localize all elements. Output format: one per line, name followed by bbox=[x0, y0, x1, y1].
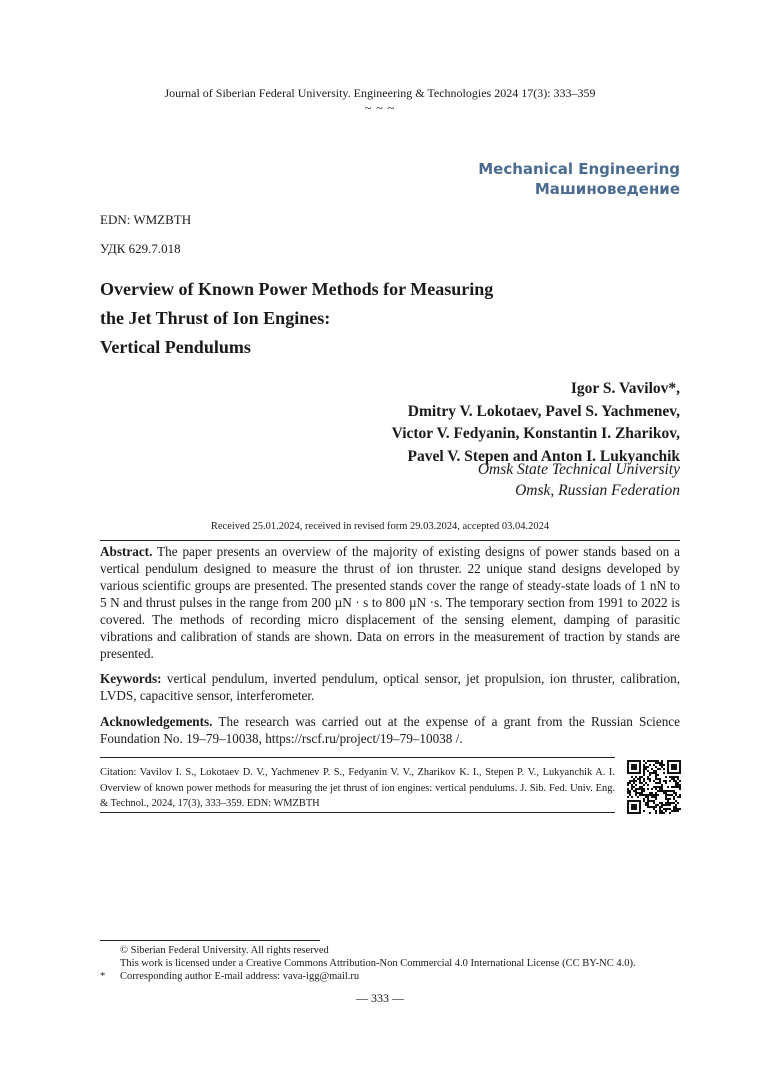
qr-module bbox=[665, 792, 667, 794]
qr-module bbox=[643, 768, 645, 770]
qr-module bbox=[635, 784, 637, 786]
qr-module bbox=[649, 764, 651, 766]
qr-module bbox=[677, 778, 679, 780]
qr-module bbox=[629, 790, 631, 792]
qr-module bbox=[665, 804, 667, 806]
qr-module bbox=[635, 788, 637, 790]
title-line-3: Vertical Pendulums bbox=[100, 337, 251, 357]
qr-module bbox=[671, 802, 673, 804]
qr-module bbox=[643, 788, 645, 790]
qr-module bbox=[637, 778, 639, 780]
edn-id: EDN: WMZBTH bbox=[100, 212, 192, 227]
qr-module bbox=[665, 776, 667, 778]
qr-module bbox=[641, 788, 643, 790]
qr-module bbox=[667, 804, 669, 806]
qr-module bbox=[669, 808, 671, 810]
qr-module bbox=[661, 806, 663, 808]
qr-module bbox=[667, 802, 669, 804]
qr-module bbox=[671, 790, 673, 792]
qr-module bbox=[659, 764, 661, 766]
qr-module bbox=[651, 788, 653, 790]
qr-module bbox=[659, 786, 661, 788]
qr-module bbox=[635, 794, 637, 796]
qr-module bbox=[661, 766, 663, 768]
qr-module bbox=[633, 782, 635, 784]
qr-module bbox=[675, 800, 677, 802]
qr-module bbox=[655, 810, 657, 812]
qr-module bbox=[655, 812, 657, 814]
qr-module bbox=[659, 762, 661, 764]
qr-module bbox=[651, 760, 653, 762]
title-line-2: the Jet Thrust of Ion Engines: bbox=[100, 308, 331, 328]
qr-module bbox=[647, 778, 649, 780]
qr-module bbox=[649, 760, 651, 762]
qr-module bbox=[657, 774, 659, 776]
qr-module bbox=[649, 792, 651, 794]
page-number: — 333 — bbox=[356, 991, 404, 1005]
qr-module bbox=[639, 788, 641, 790]
qr-module bbox=[627, 784, 629, 786]
qr-module bbox=[657, 786, 659, 788]
qr-module bbox=[643, 780, 645, 782]
citation: Citation: Vavilov I. S., Lokotaev D. V., Yachmenev P. S., Fedyanin V. V., Zharikov K. I., Stepen P. V., Lukyanchik A. I. Overview of known power methods for measuring the jet thrust of ion engines: vertical pendulums. J. Sib. Fed. Univ. Eng. & Technol., 2024, 17(3), 333–359. EDN: WMZBTH bbox=[100, 767, 615, 810]
qr-module bbox=[655, 772, 657, 774]
qr-module bbox=[675, 808, 677, 810]
qr-module bbox=[647, 806, 649, 808]
affiliation-institution: Omsk State Technical University bbox=[477, 461, 680, 478]
qr-module bbox=[661, 760, 663, 762]
qr-module bbox=[655, 804, 657, 806]
qr-module bbox=[655, 762, 657, 764]
title-line-1: Overview of Known Power Methods for Measuring bbox=[100, 279, 494, 299]
qr-module bbox=[675, 810, 677, 812]
qr-module bbox=[679, 786, 681, 788]
qr-module bbox=[635, 780, 637, 782]
qr-module bbox=[679, 796, 681, 798]
qr-module bbox=[629, 780, 631, 782]
qr-module bbox=[637, 788, 639, 790]
qr-module bbox=[663, 812, 665, 814]
qr-module bbox=[653, 760, 655, 762]
acknowledgements-label: Acknowledgements. bbox=[100, 714, 213, 729]
qr-module bbox=[647, 798, 649, 800]
qr-module bbox=[679, 780, 681, 782]
qr-module bbox=[645, 804, 647, 806]
qr-module bbox=[635, 776, 637, 778]
qr-module bbox=[659, 768, 661, 770]
qr-module bbox=[665, 794, 667, 796]
qr-module bbox=[647, 788, 649, 790]
qr-module bbox=[679, 788, 681, 790]
qr-module bbox=[673, 798, 675, 800]
qr-module bbox=[665, 810, 667, 812]
qr-module bbox=[643, 794, 645, 796]
qr-module bbox=[657, 804, 659, 806]
qr-module bbox=[631, 784, 633, 786]
section-title-ru: Машиноведение bbox=[534, 180, 680, 198]
qr-module bbox=[669, 812, 671, 814]
qr-module bbox=[631, 776, 633, 778]
qr-module bbox=[627, 796, 629, 798]
qr-module bbox=[649, 812, 651, 814]
divider-top bbox=[100, 540, 680, 541]
qr-module bbox=[651, 794, 653, 796]
qr-module bbox=[643, 784, 645, 786]
qr-module bbox=[673, 776, 675, 778]
qr-module bbox=[663, 764, 665, 766]
qr-module bbox=[655, 770, 657, 772]
qr-module bbox=[677, 802, 679, 804]
qr-module bbox=[629, 782, 631, 784]
qr-module bbox=[669, 790, 671, 792]
qr-module bbox=[675, 794, 677, 796]
qr-module bbox=[661, 788, 663, 790]
qr-module bbox=[657, 760, 659, 762]
qr-module bbox=[677, 782, 679, 784]
qr-module bbox=[635, 792, 637, 794]
qr-module bbox=[643, 800, 645, 802]
qr-module bbox=[649, 774, 651, 776]
qr-module bbox=[633, 780, 635, 782]
qr-module bbox=[641, 792, 643, 794]
qr-module bbox=[647, 784, 649, 786]
qr-module bbox=[645, 762, 647, 764]
qr-module bbox=[659, 788, 661, 790]
qr-module bbox=[659, 812, 661, 814]
qr-module bbox=[651, 806, 653, 808]
qr-module bbox=[671, 810, 673, 812]
qr-module bbox=[663, 790, 665, 792]
qr-module bbox=[661, 804, 663, 806]
qr-module bbox=[645, 766, 647, 768]
qr-module bbox=[677, 810, 679, 812]
qr-module bbox=[645, 796, 647, 798]
qr-module bbox=[651, 792, 653, 794]
qr-module bbox=[657, 790, 659, 792]
copyright-note: © Siberian Federal University. All rights reserved bbox=[120, 945, 329, 956]
qr-module bbox=[673, 796, 675, 798]
header-ornament: ~ ~ ~ bbox=[364, 101, 396, 115]
qr-module bbox=[673, 792, 675, 794]
qr-module bbox=[643, 778, 645, 780]
qr-module bbox=[647, 796, 649, 798]
qr-module bbox=[637, 796, 639, 798]
qr-module bbox=[653, 764, 655, 766]
qr-module bbox=[667, 794, 669, 796]
qr-module bbox=[667, 808, 669, 810]
qr-module bbox=[643, 774, 645, 776]
qr-module bbox=[631, 788, 633, 790]
qr-module bbox=[659, 802, 661, 804]
qr-code bbox=[627, 760, 681, 814]
qr-module bbox=[653, 806, 655, 808]
qr-module bbox=[655, 786, 657, 788]
qr-module bbox=[629, 792, 631, 794]
qr-module bbox=[657, 768, 659, 770]
qr-module bbox=[655, 776, 657, 778]
qr-module bbox=[675, 804, 677, 806]
qr-module bbox=[639, 782, 641, 784]
qr-module bbox=[645, 794, 647, 796]
qr-module bbox=[653, 808, 655, 810]
qr-module bbox=[631, 780, 633, 782]
affiliation-location: Omsk, Russian Federation bbox=[515, 481, 680, 499]
qr-module bbox=[631, 786, 633, 788]
qr-module bbox=[649, 780, 651, 782]
qr-module bbox=[645, 782, 647, 784]
qr-module bbox=[639, 794, 641, 796]
keywords-text: vertical pendulum, inverted pendulum, optical sensor, jet propulsion, ion thruster, calibration, LVDS, capacitive sensor, interferometer. bbox=[100, 671, 681, 703]
qr-module bbox=[669, 804, 671, 806]
qr-module bbox=[677, 784, 679, 786]
qr-module bbox=[677, 786, 679, 788]
qr-module bbox=[631, 796, 633, 798]
qr-module bbox=[657, 794, 659, 796]
qr-module bbox=[663, 768, 665, 770]
qr-module bbox=[675, 806, 677, 808]
qr-module bbox=[653, 794, 655, 796]
journal-header: Journal of Siberian Federal University. Engineering & Technologies 2024 17(3): 333–359 bbox=[164, 86, 596, 100]
qr-module bbox=[673, 786, 675, 788]
qr-module bbox=[673, 778, 675, 780]
qr-module bbox=[653, 780, 655, 782]
qr-module bbox=[677, 808, 679, 810]
author-list bbox=[392, 378, 680, 468]
qr-module bbox=[639, 792, 641, 794]
qr-module bbox=[673, 790, 675, 792]
qr-module bbox=[667, 800, 669, 802]
qr-module bbox=[661, 812, 663, 814]
qr-module bbox=[669, 802, 671, 804]
qr-module bbox=[665, 808, 667, 810]
qr-module bbox=[659, 810, 661, 812]
qr-module bbox=[643, 772, 645, 774]
qr-module bbox=[643, 766, 645, 768]
qr-module bbox=[651, 796, 653, 798]
qr-module bbox=[639, 776, 641, 778]
qr-module bbox=[661, 810, 663, 812]
qr-module bbox=[651, 800, 653, 802]
qr-module bbox=[661, 786, 663, 788]
qr-module bbox=[659, 778, 661, 780]
qr-module bbox=[647, 804, 649, 806]
qr-module bbox=[643, 798, 645, 800]
qr-module bbox=[641, 782, 643, 784]
qr-module bbox=[659, 806, 661, 808]
qr-module bbox=[661, 784, 663, 786]
qr-module bbox=[659, 782, 661, 784]
qr-module bbox=[661, 802, 663, 804]
qr-module bbox=[663, 804, 665, 806]
citation-divider-top bbox=[100, 757, 615, 758]
footnote-divider bbox=[100, 940, 320, 941]
qr-module bbox=[675, 784, 677, 786]
qr-module bbox=[655, 806, 657, 808]
qr-module bbox=[635, 790, 637, 792]
received-dates: Received 25.01.2024, received in revised form 29.03.2024, accepted 03.04.2024 bbox=[210, 521, 550, 532]
qr-module bbox=[673, 806, 675, 808]
qr-module bbox=[645, 768, 647, 770]
qr-module bbox=[679, 808, 681, 810]
qr-module bbox=[637, 792, 639, 794]
corresponding-author-note: Corresponding author E-mail address: vava-igg@mail.ru bbox=[120, 971, 360, 982]
qr-module bbox=[673, 808, 675, 810]
abstract-label: Abstract. bbox=[100, 544, 153, 559]
qr-module bbox=[641, 794, 643, 796]
affiliation bbox=[478, 460, 680, 501]
qr-module bbox=[643, 810, 645, 812]
qr-module bbox=[633, 786, 635, 788]
qr-module bbox=[647, 766, 649, 768]
citation-divider-bottom bbox=[100, 812, 615, 813]
qr-module bbox=[655, 794, 657, 796]
qr-module bbox=[655, 792, 657, 794]
qr-module bbox=[665, 798, 667, 800]
qr-module bbox=[669, 780, 671, 782]
qr-module bbox=[647, 800, 649, 802]
qr-module bbox=[649, 800, 651, 802]
qr-module bbox=[649, 778, 651, 780]
udk-id: УДК 629.7.018 bbox=[100, 241, 181, 256]
qr-module bbox=[673, 810, 675, 812]
qr-module bbox=[655, 798, 657, 800]
qr-module bbox=[647, 760, 649, 762]
qr-module bbox=[677, 776, 679, 778]
qr-module bbox=[643, 770, 645, 772]
qr-module bbox=[643, 764, 645, 766]
qr-module bbox=[661, 790, 663, 792]
qr-module bbox=[663, 808, 665, 810]
qr-module bbox=[655, 788, 657, 790]
qr-module bbox=[649, 772, 651, 774]
qr-module bbox=[653, 786, 655, 788]
qr-module bbox=[675, 776, 677, 778]
qr-module bbox=[627, 792, 629, 794]
qr-module bbox=[671, 794, 673, 796]
qr-module bbox=[661, 764, 663, 766]
section-title-en: Mechanical Engineering bbox=[478, 160, 680, 178]
qr-module bbox=[641, 790, 643, 792]
qr-module bbox=[669, 798, 671, 800]
qr-module bbox=[673, 802, 675, 804]
author-line-1: Igor S. Vavilov*, bbox=[570, 380, 680, 397]
abstract-text: The paper presents an overview of the majority of existing designs of power stands based on a vertical pendulum designed to measure the thrust of ion thruster. 22 unique stand designs developed by various scientific groups are presented. The presented stands cover the range of steady-state loads of 1 nN to 5 N and thrust pulses in the range from 200 µN · s to 800 µN ·s. The temporary section from 1991 to 2022 is covered. The methods of recording micro displacement of the sensing element, damping of parasitic vibrations and calibration of stands are shown. Data on errors in the measurement of traction by stands are presented. bbox=[100, 544, 681, 661]
qr-module bbox=[627, 788, 629, 790]
qr-module bbox=[633, 778, 635, 780]
qr-module bbox=[665, 802, 667, 804]
qr-module bbox=[653, 770, 655, 772]
qr-module bbox=[655, 796, 657, 798]
qr-module bbox=[675, 786, 677, 788]
qr-module bbox=[641, 786, 643, 788]
qr-module bbox=[667, 798, 669, 800]
qr-module bbox=[655, 782, 657, 784]
qr-module bbox=[653, 796, 655, 798]
qr-module bbox=[659, 808, 661, 810]
qr-module bbox=[655, 766, 657, 768]
qr-module bbox=[647, 770, 649, 772]
qr-module bbox=[627, 782, 629, 784]
license-note: This work is licensed under a Creative Commons Attribution-Non Commercial 4.0 International License (CC BY-NC 4.0). bbox=[120, 958, 636, 969]
author-line-2: Dmitry V. Lokotaev, Pavel S. Yachmenev, bbox=[407, 402, 680, 420]
qr-module bbox=[653, 772, 655, 774]
qr-module bbox=[671, 778, 673, 780]
qr-module bbox=[675, 792, 677, 794]
qr-module bbox=[675, 780, 677, 782]
qr-module bbox=[653, 802, 655, 804]
qr-module bbox=[677, 796, 679, 798]
qr-module bbox=[639, 778, 641, 780]
qr-module bbox=[673, 780, 675, 782]
qr-module bbox=[655, 778, 657, 780]
qr-module bbox=[679, 784, 681, 786]
qr-module bbox=[651, 768, 653, 770]
acknowledgements-text: The research was carried out at the expense of a grant from the Russian Science Foundation No. 19–79–10038, https://rscf.ru/project/19–79–10038 /. bbox=[100, 714, 680, 746]
author-line-4: Pavel V. Stepen and Anton I. Lukyanchik bbox=[407, 447, 680, 465]
qr-module bbox=[649, 794, 651, 796]
abstract bbox=[100, 543, 680, 662]
qr-module bbox=[643, 760, 645, 762]
keywords bbox=[100, 670, 680, 704]
qr-module bbox=[647, 802, 649, 804]
qr-module bbox=[649, 806, 651, 808]
qr-module bbox=[665, 790, 667, 792]
qr-module bbox=[627, 790, 629, 792]
qr-module bbox=[669, 776, 671, 778]
qr-module bbox=[667, 790, 669, 792]
qr-module bbox=[657, 778, 659, 780]
qr-module bbox=[651, 772, 653, 774]
qr-module bbox=[647, 776, 649, 778]
qr-module bbox=[669, 794, 671, 796]
qr-module bbox=[641, 776, 643, 778]
qr-module bbox=[665, 780, 667, 782]
qr-module bbox=[671, 776, 673, 778]
qr-module bbox=[647, 794, 649, 796]
keywords-label: Keywords: bbox=[100, 671, 162, 686]
qr-module bbox=[679, 794, 681, 796]
qr-module bbox=[671, 786, 673, 788]
qr-module bbox=[659, 780, 661, 782]
qr-module bbox=[629, 794, 631, 796]
qr-module bbox=[639, 780, 641, 782]
qr-module bbox=[675, 782, 677, 784]
qr-module bbox=[657, 782, 659, 784]
acknowledgements bbox=[100, 713, 680, 747]
qr-module bbox=[661, 762, 663, 764]
qr-module bbox=[663, 772, 665, 774]
qr-module bbox=[645, 802, 647, 804]
qr-module bbox=[663, 780, 665, 782]
qr-module bbox=[657, 762, 659, 764]
footnote-asterisk: * bbox=[100, 971, 106, 982]
author-line-3: Victor V. Fedyanin, Konstantin I. Zharikov, bbox=[391, 425, 680, 442]
qr-module bbox=[643, 790, 645, 792]
qr-module bbox=[655, 760, 657, 762]
qr-module bbox=[665, 782, 667, 784]
qr-module bbox=[667, 786, 669, 788]
qr-module bbox=[659, 790, 661, 792]
qr-module bbox=[653, 800, 655, 802]
qr-module bbox=[633, 790, 635, 792]
qr-module bbox=[665, 796, 667, 798]
qr-module bbox=[655, 774, 657, 776]
paper-title bbox=[100, 275, 620, 362]
qr-module bbox=[663, 792, 665, 794]
qr-module bbox=[639, 786, 641, 788]
